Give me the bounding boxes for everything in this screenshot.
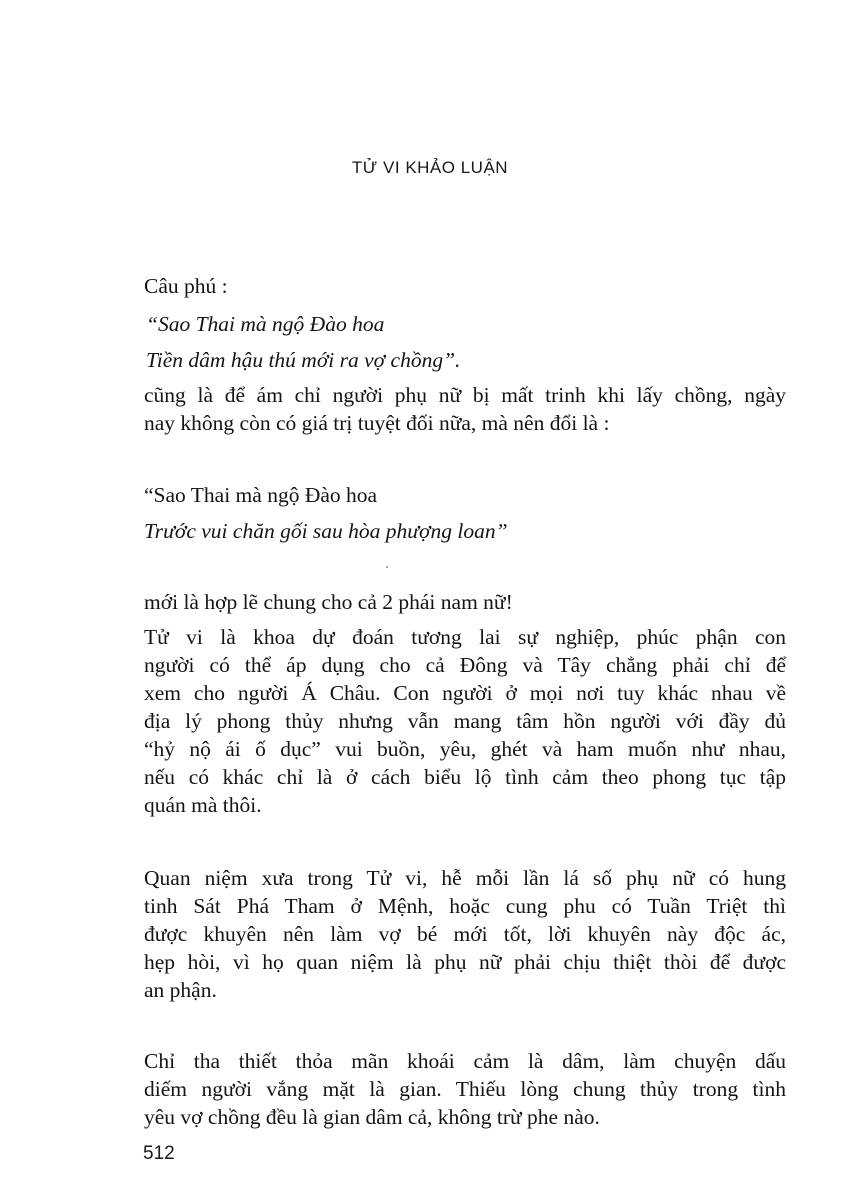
text-line: được khuyên nên làm vợ bé mới tốt, lời khuyên này độc ác, [144,922,786,946]
running-header: TỬ VI KHẢO LUẬN [351,158,509,177]
text-line: an phận. [144,978,217,1002]
text-line: xem cho người Á Châu. Con người ở mọi nơi tuy khác nhau về [144,681,786,705]
text-line: địa lý phong thủy nhưng vẫn mang tâm hồn người với đầy đủ [144,709,786,733]
page-number: 512 [143,1143,175,1164]
text-line: “hỷ nộ ái ố dục” vui buồn, yêu, ghét và ham muốn như nhau, [144,737,786,761]
revised-verse-line-1: “Sao Thai mà ngộ Đào hoa [144,483,378,507]
text-line: tinh Sát Phá Tham ở Mệnh, hoặc cung phu có Tuần Triệt thì [144,894,786,918]
revised-verse-line-2: Trước vui chăn gối sau hòa phượng loan” [144,519,508,543]
text-line: Quan niệm xưa trong Tử vi, hễ mỗi lần lá số phụ nữ có hung [144,866,786,890]
text-line: quán mà thôi. [144,793,262,817]
text-line: nay không còn có giá trị tuyệt đối nữa, mà nên đổi là : [144,411,610,435]
verse-intro-label: Câu phú : [144,274,228,298]
text-line: Tử vi là khoa dự đoán tương lai sự nghiệp, phúc phận con [144,625,786,649]
text-line: yêu vợ chồng đều là gian dâm cả, không trừ phe nào. [144,1105,600,1129]
text-line: mới là hợp lẽ chung cho cả 2 phái nam nữ! [144,590,513,614]
verse-line-1: “Sao Thai mà ngộ Đào hoa [146,312,385,336]
text-line: cũng là để ám chỉ người phụ nữ bị mất trinh khi lấy chồng, ngày [144,383,786,407]
text-line: nếu có khác chỉ là ở cách biểu lộ tình cảm theo phong tục tập [144,765,786,789]
text-line: hẹp hòi, vì họ quan niệm là phụ nữ phải chịu thiệt thòi để được [144,950,786,974]
text-line: diếm người vắng mặt là gian. Thiếu lòng chung thủy trong tình [144,1077,786,1101]
scan-speck [386,566,388,568]
text-line: người có thể áp dụng cho cả Đông và Tây chẳng phải chỉ để [144,653,786,677]
text-line: Chỉ tha thiết thỏa mãn khoái cảm là dâm, làm chuyện dấu [144,1049,786,1073]
verse-line-2: Tiền dâm hậu thú mới ra vợ chồng”. [146,348,461,372]
